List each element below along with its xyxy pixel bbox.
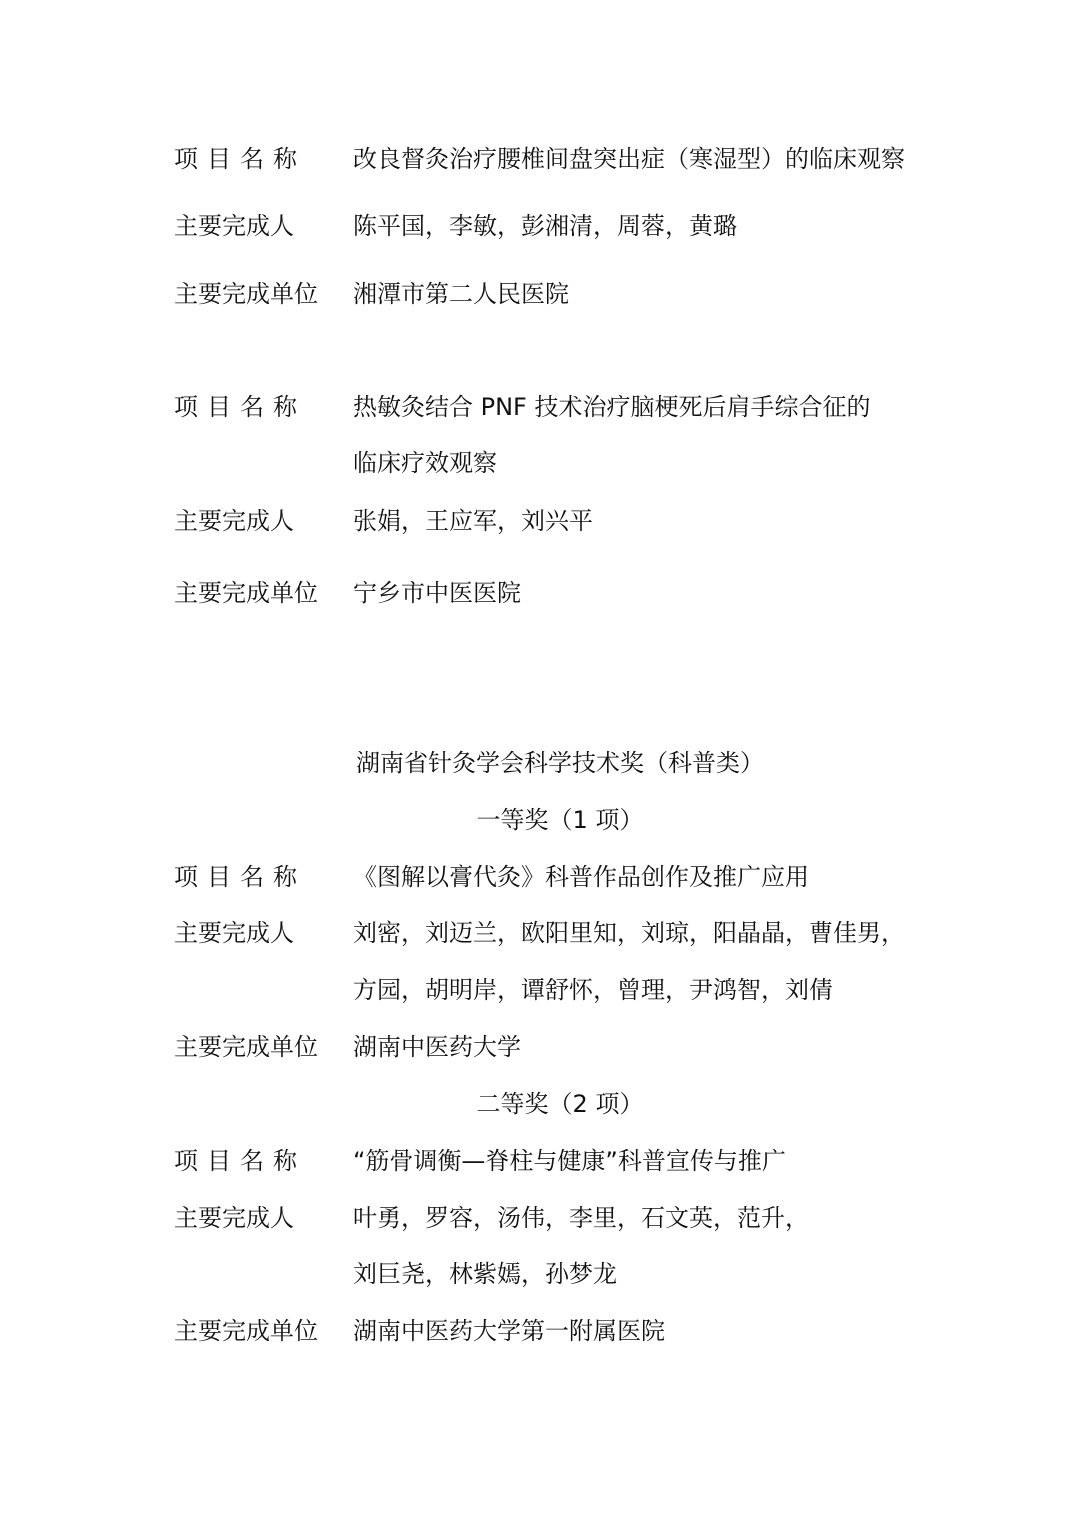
completers-value-cont: 方园，胡明岸，谭舒怀，曾理，尹鸿智，刘倩 (353, 976, 833, 1004)
unit-label: 主要完成单位 (174, 1033, 318, 1061)
completers-value-cont: 刘巨尧，林紫嫣，孙梦龙 (353, 1260, 617, 1288)
second-prize-heading: 二等奖（2 项） (476, 1090, 644, 1118)
project-name-value: 《图解以膏代灸》科普作品创作及推广应用 (353, 863, 809, 891)
completers-label: 主要完成人 (174, 1204, 294, 1232)
completers-value: 陈平国，李敏，彭湘清，周蓉，黄璐 (353, 212, 737, 240)
completers-label: 主要完成人 (174, 507, 294, 535)
project-name-label: 项目名称 (174, 863, 306, 891)
first-prize-heading: 一等奖（1 项） (476, 806, 644, 834)
project-name-label: 项目名称 (174, 145, 306, 173)
completers-label: 主要完成人 (174, 212, 294, 240)
completers-value: 刘密，刘迈兰，欧阳里知，刘琼，阳晶晶，曹佳男， (353, 919, 905, 947)
project-name-value: 改良督灸治疗腰椎间盘突出症（寒湿型）的临床观察 (353, 145, 905, 173)
completers-label: 主要完成人 (174, 919, 294, 947)
completers-value: 叶勇，罗容，汤伟，李里，石文英，范升， (353, 1204, 809, 1232)
unit-label: 主要完成单位 (174, 1317, 318, 1345)
unit-value: 湖南中医药大学 (353, 1033, 521, 1061)
unit-value: 湘潭市第二人民医院 (353, 280, 569, 308)
project-name-value: “筋骨调衡—脊柱与健康”科普宣传与推广 (353, 1147, 786, 1175)
unit-label: 主要完成单位 (174, 579, 318, 607)
unit-label: 主要完成单位 (174, 280, 318, 308)
section-title: 湖南省针灸学会科学技术奖（科普类） (356, 749, 764, 777)
project-name-label: 项目名称 (174, 393, 306, 421)
project-name-label: 项目名称 (174, 1147, 306, 1175)
project-name-value-cont: 临床疗效观察 (353, 449, 497, 477)
unit-value: 湖南中医药大学第一附属医院 (353, 1317, 665, 1345)
unit-value: 宁乡市中医医院 (353, 579, 521, 607)
completers-value: 张娟，王应军，刘兴平 (353, 507, 593, 535)
project-name-value: 热敏灸结合 PNF 技术治疗脑梗死后肩手综合征的 (353, 393, 871, 421)
